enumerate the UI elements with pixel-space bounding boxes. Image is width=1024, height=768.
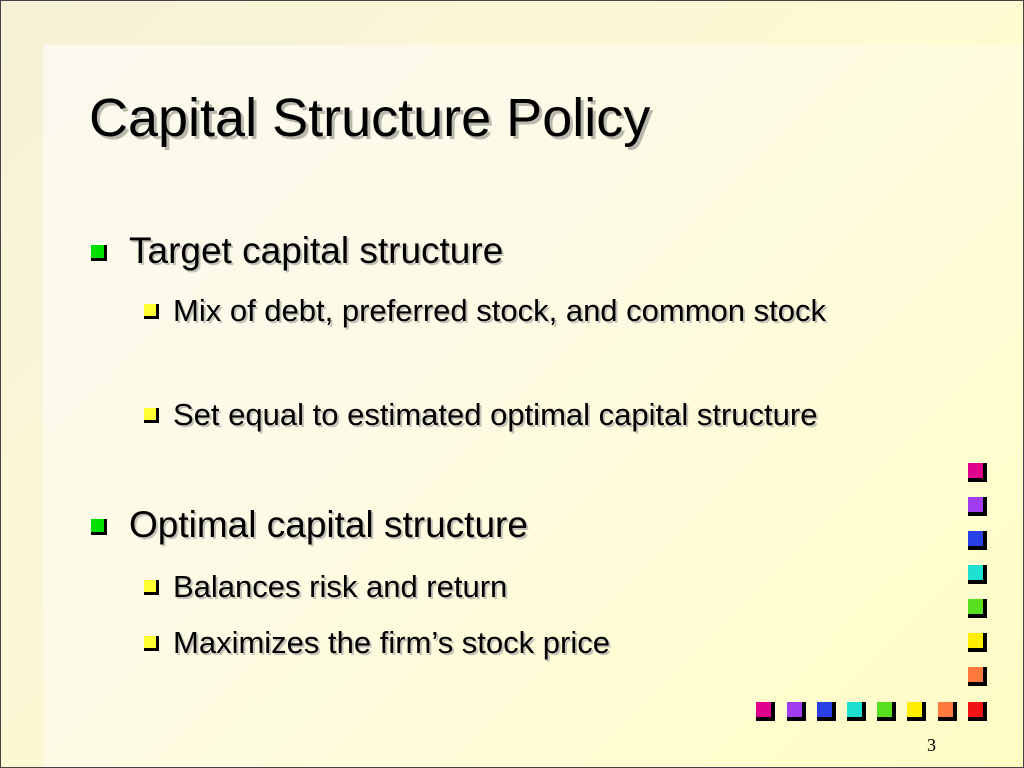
decorative-square-icon — [968, 463, 987, 482]
decorative-square-icon — [968, 633, 987, 652]
sub-bullet-item-mix-of-debt — [144, 288, 924, 334]
green-square-bullet-icon — [91, 245, 107, 261]
page-number: 3 — [927, 735, 936, 755]
sub-bullet-text: Mix of debt, preferred stock, and common stock — [173, 293, 826, 328]
decorative-square-icon — [817, 702, 836, 721]
decorative-square-icon — [907, 702, 926, 721]
bullet-text: Target capital structure — [129, 230, 504, 271]
decorative-square-icon — [877, 702, 896, 721]
sub-bullet-item-set-equal — [144, 392, 924, 438]
decorative-square-icon — [968, 667, 987, 686]
yellow-square-bullet-icon — [144, 580, 159, 595]
sub-bullet-item-balances-risk — [144, 564, 924, 610]
slide-title: Capital Structure Policy — [89, 88, 651, 148]
decorative-square-icon — [968, 497, 987, 516]
sub-bullet-item-maximizes-stock-price — [144, 620, 924, 666]
sub-bullet-text: Maximizes the firm’s stock price — [173, 625, 610, 660]
bullet-text: Optimal capital structure — [129, 504, 528, 545]
yellow-square-bullet-icon — [144, 408, 159, 423]
decorative-square-icon — [968, 702, 987, 721]
decorative-square-icon — [968, 565, 987, 584]
yellow-square-bullet-icon — [144, 304, 159, 319]
sub-bullet-text: Set equal to estimated optimal capital structure — [173, 397, 818, 432]
green-square-bullet-icon — [91, 519, 107, 535]
decorative-square-icon — [847, 702, 866, 721]
decorative-square-icon — [968, 531, 987, 550]
yellow-square-bullet-icon — [144, 636, 159, 651]
sub-bullet-text: Balances risk and return — [173, 569, 508, 604]
decorative-square-icon — [938, 702, 957, 721]
decorative-square-icon — [756, 702, 775, 721]
decorative-square-icon — [787, 702, 806, 721]
decorative-square-icon — [968, 599, 987, 618]
